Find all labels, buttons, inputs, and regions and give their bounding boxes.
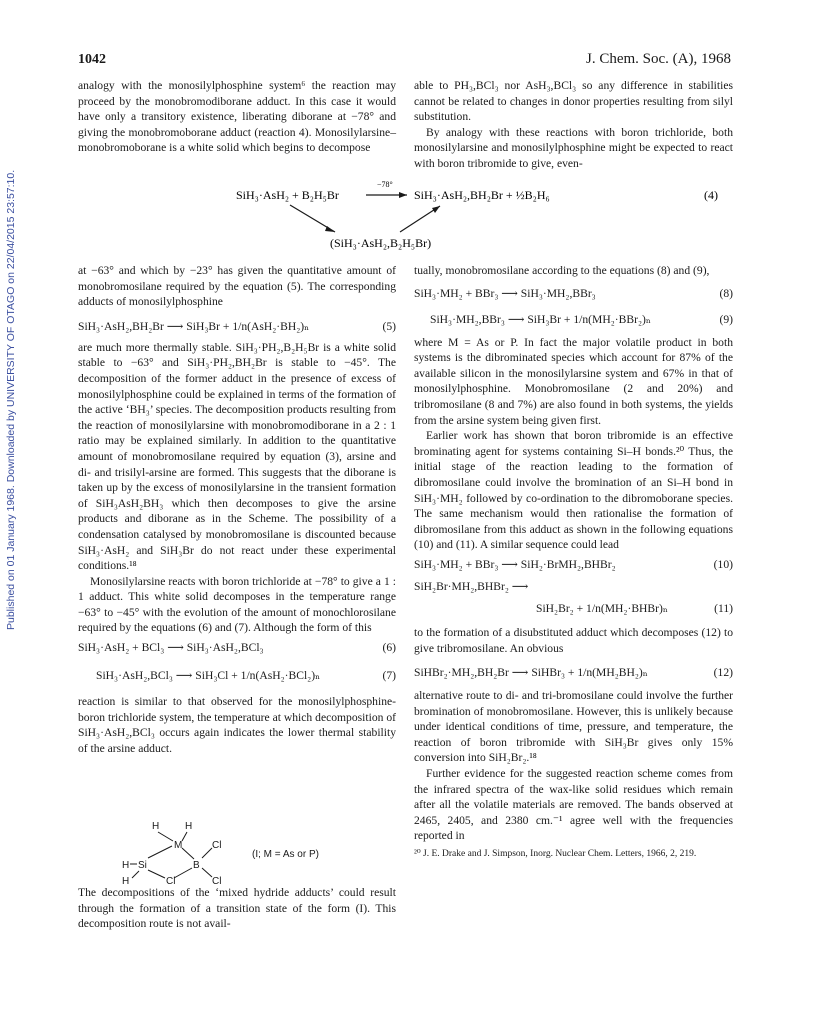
structure-note: (I; M = As or P) — [252, 849, 319, 860]
svg-text:H: H — [185, 821, 193, 832]
equation-10: SiH₃·MH₂ + BBr₃ ⟶ SiH₂·BrMH₂,BHBr₂ (10) — [414, 557, 733, 571]
page-number: 1042 — [78, 52, 106, 67]
svg-text:B: B — [193, 860, 200, 871]
left-main-text: at −63° and which by −23° has given the quantitative amount of monobromosilane required by the equation (5). The corresponding adducts of monosilylphosphine SiH₃·AsH₂,BH₂Br ⟶ SiH₃Br + 1/n(AsH₂·BH₂)ₙ (5) are much more thermally stable. SiH₃·PH₂,B₂H₅Br is a white solid stable to −63° and SiH₃·PH₂,BH₂Br is stable to −45°. The decomposition of the former adduct in the presence of excess of monosilylphosphine could be explained in terms of the formation of the active ‘BH₃’ species. The decomposition products resulting from the reaction of monosilylarsine with monobromodiborane in a 2 : 1 ratio may be explained similarly. In addition to the quantitative amount of monobromosilane required by equation (3), arsine and di- and trisilyl-arsine are formed. This suggests that the diborane is taken up by the excess of monosilylarsine in the transient formation of SiH₃AsH₂BH₃ which then decomposes to give the arsine products and diborane as in the Scheme. The possibility of a condensation catalysed by monobromosilane is discounted because SiH₃·AsH₂ and SiH₃Br do not react under these experimental conditions.¹⁸ Monosilylarsine reacts with boron trichloride at −78° to give a 1 : 1 adduct. This white solid decomposes in the temperature range −63° to −45° with the evolution of the amount of monochlorosilane required by the equations (6) and (7). Although the form of this SiH₃·AsH₂ + BCl₃ ⟶ SiH₃·AsH₂,BCl₃ (6) SiH₃·AsH₂,BCl₃ ⟶ SiH₃Cl + 1/n(AsH₂·BCl₂)ₙ (7) reaction is similar to that observed for the monosilylphosphine-boron trichloride system, the temperature at which decomposition of SiH₃·AsH₂,BCl₃ occurs again indicates the lower thermal stability of the arsine adduct. — [78, 264, 396, 755]
svg-text:H: H — [152, 821, 160, 832]
arrowhead — [399, 192, 407, 198]
svg-text:Cl: Cl — [212, 840, 222, 851]
transition-state-structure — [112, 818, 412, 888]
svg-text:H: H — [122, 860, 130, 871]
scheme-bottom: (SiH₃·AsH₂,B₂H₅Br) — [330, 236, 432, 250]
svg-text:M: M — [174, 840, 183, 851]
scheme-arrow-down — [290, 205, 335, 232]
svg-text:Cl: Cl — [166, 876, 176, 887]
svg-text:Cl: Cl — [212, 876, 222, 887]
scheme-left: SiH₃·AsH₂ + B₂H₅Br — [236, 188, 339, 202]
equation-6: SiH₃·AsH₂ + BCl₃ ⟶ SiH₃·AsH₂,BCl₃ (6) — [78, 641, 396, 655]
equation-8: SiH₃·MH₂ + BBr₃ ⟶ SiH₃·MH₂,BBr₃ (8) — [414, 286, 733, 300]
download-sidebar: Published on 01 January 1968. Downloaded by UNIVERSITY OF OTAGO on 22/04/2015 23:57:10. — [5, 169, 17, 630]
equation-9: SiH₃·MH₂,BBr₃ ⟶ SiH₃Br + 1/n(MH₂·BBr₂)ₙ (9) — [430, 312, 733, 326]
equation-5: SiH₃·AsH₂,BH₂Br ⟶ SiH₃Br + 1/n(AsH₂·BH₂)ₙ (5) — [78, 319, 396, 333]
journal-header: J. Chem. Soc. (A), 1968 — [586, 51, 731, 67]
scheme-temp: −78° — [377, 180, 393, 189]
right-top-text: able to PH₃,BCl₃ nor AsH₃,BCl₃ so any difference in stabilities cannot be related to changes in donor properties resulting from silyl substitution. By analogy with these reactions with boron trichloride, both monosilylarsine and monosilylphosphine might be expected to react with boron tribromide to give, even- — [414, 79, 733, 170]
scheme-number: (4) — [704, 188, 718, 202]
footnote: ²⁰ J. E. Drake and J. Simpson, Inorg. Nuclear Chem. Letters, 1966, 2, 219. — [414, 849, 697, 860]
left-bottom-text: The decompositions of the ‘mixed hydride adducts’ could result through the formation of a transition state of the form (I). This decomposition route is not avail- — [78, 886, 396, 931]
right-main-text: tually, monobromosilane according to the equations (8) and (9), SiH₃·MH₂ + BBr₃ ⟶ SiH₃·MH₂,BBr₃ (8) SiH₃·MH₂,BBr₃ ⟶ SiH₃Br + 1/n(MH₂·BBr₂)ₙ (9) where M = As or P. In fact the major volatile product in both systems is the dibrominated species which account for 87% of the available silicon in the monosilylarsine system and 67% in that of monosilylphosphine. Monobromosilane (2 and 20%) and tribromosilane (8 and 7%) are also found in both systems, the yields from the arsine system being given first. Earlier work has shown that boron tribromide is an effective brominating agent for systems containing Si–H bonds.²⁰ Thus, the initial stage of the reaction leading to the formation of dibromosilane could involve the bromination of an Si–H bond in SiH₃·MH₂ followed by co-ordination to the dibromoborane species. The same mechanism would then rationalise the formation of dibromosilane from this adduct as shown in the following equations (10) and (11). A similar sequence could lead SiH₃·MH₂ + BBr₃ ⟶ SiH₂·BrMH₂,BHBr₂ (10) SiH₂Br·MH₂,BHBr₂ ⟶ SiH₂Br₂ + 1/n(MH₂·BHBr)ₙ (11) to the formation of a disubstituted adduct which decomposes (12) to give tribromosilane. An obvious SiHBr₂·MH₂,BH₂Br ⟶ SiHBr₃ + 1/n(MH₂BH₂)ₙ (12) alternative route to di- and tri-bromosilane could involve the further bromination of monobromosilane. However, this is unlikely because under identical conditions of time, pressure, and temperature, the reaction of boron tribromide with SiH₃Br gives only 15% conversion into SiH₂Br₂.¹⁸ Further evidence for the suggested reaction scheme comes from the infrared spectra of the wax-like solid residues which remain after all the volatile materials are removed. The bands observed at 2465, 2405, and 2380 cm.⁻¹ agree well with the frequencies reported in ²⁰ J. E. Drake and J. Simpson, Inorg. Nuclear Chem. Letters, 1966, 2, 219. — [414, 264, 733, 860]
equation-12: SiHBr₂·MH₂,BH₂Br ⟶ SiHBr₃ + 1/n(MH₂BH₂)ₙ (12) — [414, 666, 733, 680]
equation-11-line2: SiH₂Br₂ + 1/n(MH₂·BHBr)ₙ (11) — [536, 601, 733, 615]
scheme-right: SiH₃·AsH₂,BH₂Br + ½B₂H₆ — [414, 188, 550, 202]
scheme-arrow-up — [400, 206, 440, 232]
left-top-text: analogy with the monosilylphosphine system⁶ the reaction may proceed by the monobromodiborane adduct. In this case it would have only a transitory existence, liberating diborane at −78° and giving the monobromoborane adduct (reaction 4). Monosilylarsine–monobromoborane is a white solid which begins to decompose — [78, 79, 396, 155]
equation-7: SiH₃·AsH₂,BCl₃ ⟶ SiH₃Cl + 1/n(AsH₂·BCl₂)ₙ (7) — [96, 669, 396, 683]
svg-text:H: H — [122, 876, 130, 887]
svg-text:Si: Si — [138, 860, 147, 871]
equation-11-line1: SiH₂Br·MH₂,BHBr₂ ⟶ — [414, 579, 529, 593]
